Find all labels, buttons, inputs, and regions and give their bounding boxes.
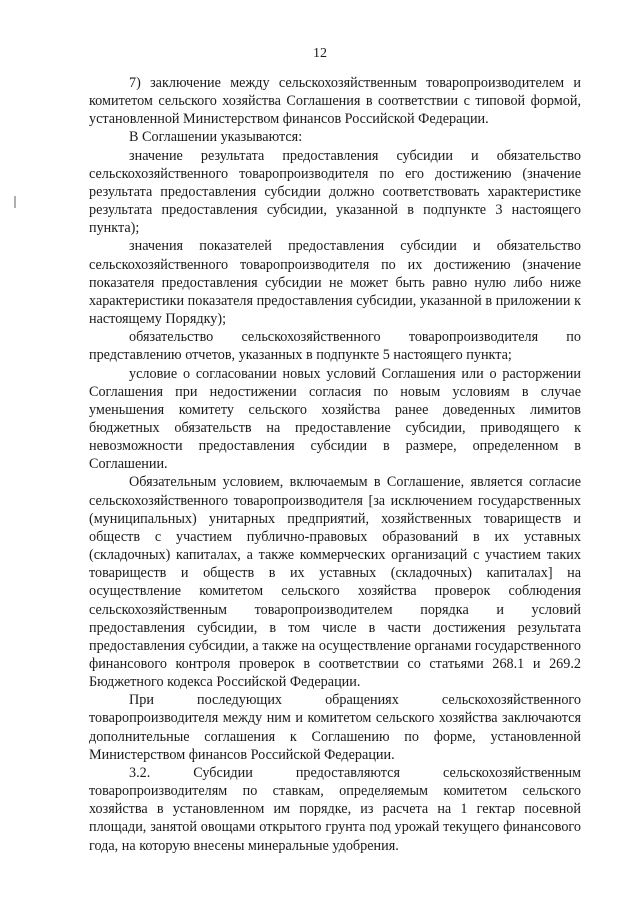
paragraph-indicator-values: значения показателей предоставления субсидии и обязательство сельскохозяйственного товаропроизводителя по их достижению (значение показателя предоставления субсидии не может быть равно нулю либо ниже характеристики показателя предоставления субсидии, указанной в приложении к настоящему Порядку); [89, 238, 581, 328]
paragraph-reporting-obligation: обязательство сельскохозяйственного товаропроизводителя по представлению отчетов, указанных в подпункте 5 настоящего пункта; [89, 329, 581, 364]
paragraph-result-value: значение результата предоставления субсидии и обязательство сельскохозяйственного товаропроизводителя по его достижению (значение результата предоставления субсидии должно соответствовать характеристике результата предоставления субсидии, указанной в подпункте 3 настоящего пункта); [89, 147, 581, 237]
paragraph-mandatory-condition: Обязательным условием, включаемым в Соглашение, является согласие сельскохозяйственного товаропроизводителя [за исключением государственных (муниципальных) унитарных предприятий, хозяйственных товариществ и обществ с участием публично-правовых образований в их уставных (складочных) капиталах, а также коммерческих организаций с участием таких товариществ и обществ в их уставных (складочных) капиталах] на осуществление комитетом сельского хозяйства проверок соблюдения сельскохозяйственным товаропроизводителем порядка и условий предоставления субсидии, в том числе в части достижения результата предоставления субсидии, а также на осуществление органами государственного финансового контроля проверок в соответствии со статьями 268.1 и 269.2 Бюджетного кодекса Российской Федерации. [89, 474, 581, 691]
margin-mark [14, 196, 16, 208]
paragraph-new-conditions: условие о согласовании новых условий Соглашения или о расторжении Соглашения при недостижении согласия по новым условиям в случае уменьшения комитету сельского хозяйства ранее доведенных лимитов бюджетных обязательств на предоставление субсидии, приводящего к невозможности предоставления субсидии в размере, определенном в Соглашении. [89, 365, 581, 473]
page-number: 12 [313, 46, 327, 61]
paragraph-item-7: 7) заключение между сельскохозяйственным товаропроизводителем и комитетом сельского хозяйства Соглашения в соответствии с типовой формой, установленной Министерством финансов Российской Федерации. [89, 75, 581, 128]
paragraph-agreement-intro: В Соглашении указываются: [129, 129, 303, 146]
paragraph-additional-agreements: При последующих обращениях сельскохозяйственного товаропроизводителя между ним и комитетом сельского хозяйства заключаются дополнительные соглашения к Соглашению по форме, установленной Министерством финансов Российской Федерации. [89, 692, 581, 763]
paragraph-section-3-2: 3.2. Субсидии предоставляются сельскохозяйственным товаропроизводителям по ставкам, определяемым комитетом сельского хозяйства в установленном им порядке, из расчета на 1 гектар посевной площади, занятой овощами открытого грунта под урожай текущего финансового года, на которую внесены минеральные удобрения. [89, 764, 581, 854]
document-body [89, 74, 581, 855]
